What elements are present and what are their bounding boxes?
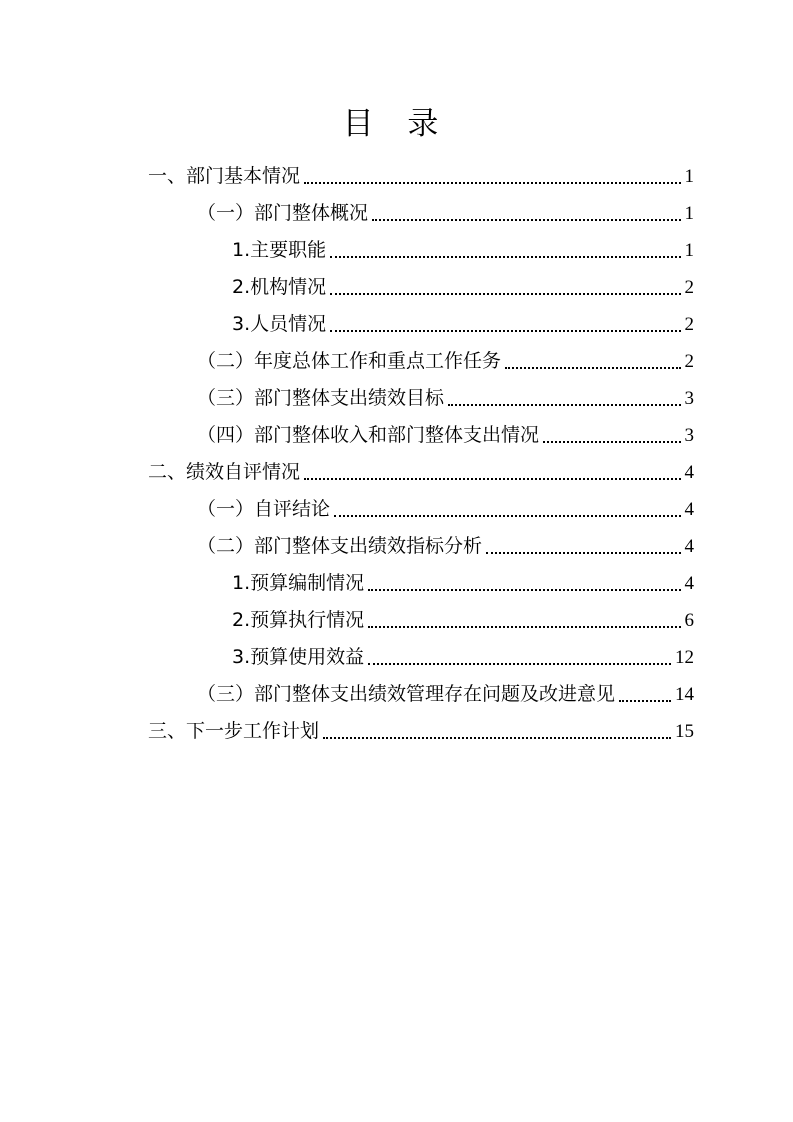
toc-leader-dots: [330, 256, 680, 258]
toc-entry[interactable]: [148, 713, 694, 750]
toc-entry[interactable]: [197, 380, 694, 417]
toc-leader-dots: [330, 330, 680, 332]
toc-page-number: 1: [684, 240, 694, 261]
toc-leader-dots: [448, 404, 680, 406]
toc-page-number: 4: [684, 536, 694, 557]
toc-entry[interactable]: [197, 676, 694, 713]
toc-page-number: 2: [684, 277, 694, 298]
toc-entry[interactable]: [197, 491, 694, 528]
toc-leader-dots: [323, 737, 671, 739]
toc-leader-dots: [543, 441, 680, 443]
toc-title: 目 录: [342, 106, 451, 142]
toc-entry[interactable]: [148, 158, 694, 195]
toc-page-number: 3: [684, 388, 694, 409]
toc-page-number: 15: [675, 721, 694, 742]
toc-entry[interactable]: [232, 602, 694, 639]
toc-page-number: 6: [684, 610, 694, 631]
toc-page-number: 4: [684, 499, 694, 520]
toc-entry[interactable]: [197, 343, 694, 380]
toc-entry-text: 3.人员情况: [232, 313, 327, 335]
toc-entry[interactable]: [197, 528, 694, 565]
toc-leader-dots: [486, 552, 680, 554]
toc-entry[interactable]: [232, 565, 694, 602]
toc-leader-dots: [304, 478, 680, 480]
toc-entry-text: （二）部门整体支出绩效指标分析: [197, 535, 483, 557]
toc-page-number: 2: [684, 314, 694, 335]
toc-page-number: 4: [684, 573, 694, 594]
toc-entry[interactable]: [197, 417, 694, 454]
toc-leader-dots: [619, 700, 671, 702]
toc-entry[interactable]: [232, 306, 694, 343]
toc-leader-dots: [334, 515, 680, 517]
toc-page-number: 1: [684, 166, 694, 187]
toc-entry-text: 2.机构情况: [232, 276, 327, 298]
toc-entry[interactable]: [197, 195, 694, 232]
toc-entry[interactable]: [232, 232, 694, 269]
toc-entry-text: （四）部门整体收入和部门整体支出情况: [197, 424, 540, 446]
toc-leader-dots: [372, 219, 680, 221]
toc-entry-text: （二）年度总体工作和重点工作任务: [197, 350, 502, 372]
toc-page-number: 12: [675, 647, 694, 668]
toc-entry-text: （一）部门整体概况: [197, 202, 369, 224]
toc-entry-text: 二、绩效自评情况: [148, 461, 301, 483]
toc-entry-text: 三、下一步工作计划: [148, 720, 320, 742]
toc-entry-text: 1.预算编制情况: [232, 572, 365, 594]
toc-page-number: 14: [675, 684, 694, 705]
toc-leader-dots: [368, 663, 671, 665]
toc-entry[interactable]: [232, 639, 694, 676]
toc-leader-dots: [505, 367, 680, 369]
toc-page-number: 4: [684, 462, 694, 483]
toc-entry-text: 1.主要职能: [232, 239, 327, 261]
toc-entry-text: 3.预算使用效益: [232, 646, 365, 668]
toc-entry-text: 一、部门基本情况: [148, 165, 301, 187]
toc-leader-dots: [304, 182, 680, 184]
toc-entry-text: （三）部门整体支出绩效目标: [197, 387, 445, 409]
toc-entry[interactable]: [148, 454, 694, 491]
toc-entry-text: 2.预算执行情况: [232, 609, 365, 631]
toc-leader-dots: [368, 589, 680, 591]
toc-leader-dots: [330, 293, 680, 295]
toc-page-number: 2: [684, 351, 694, 372]
toc-entry-text: （一）自评结论: [197, 498, 331, 520]
toc-page-number: 1: [684, 203, 694, 224]
toc-page-number: 3: [684, 425, 694, 446]
toc-leader-dots: [368, 626, 680, 628]
toc-entry-text: （三）部门整体支出绩效管理存在问题及改进意见: [197, 683, 616, 705]
toc-entry[interactable]: [232, 269, 694, 306]
